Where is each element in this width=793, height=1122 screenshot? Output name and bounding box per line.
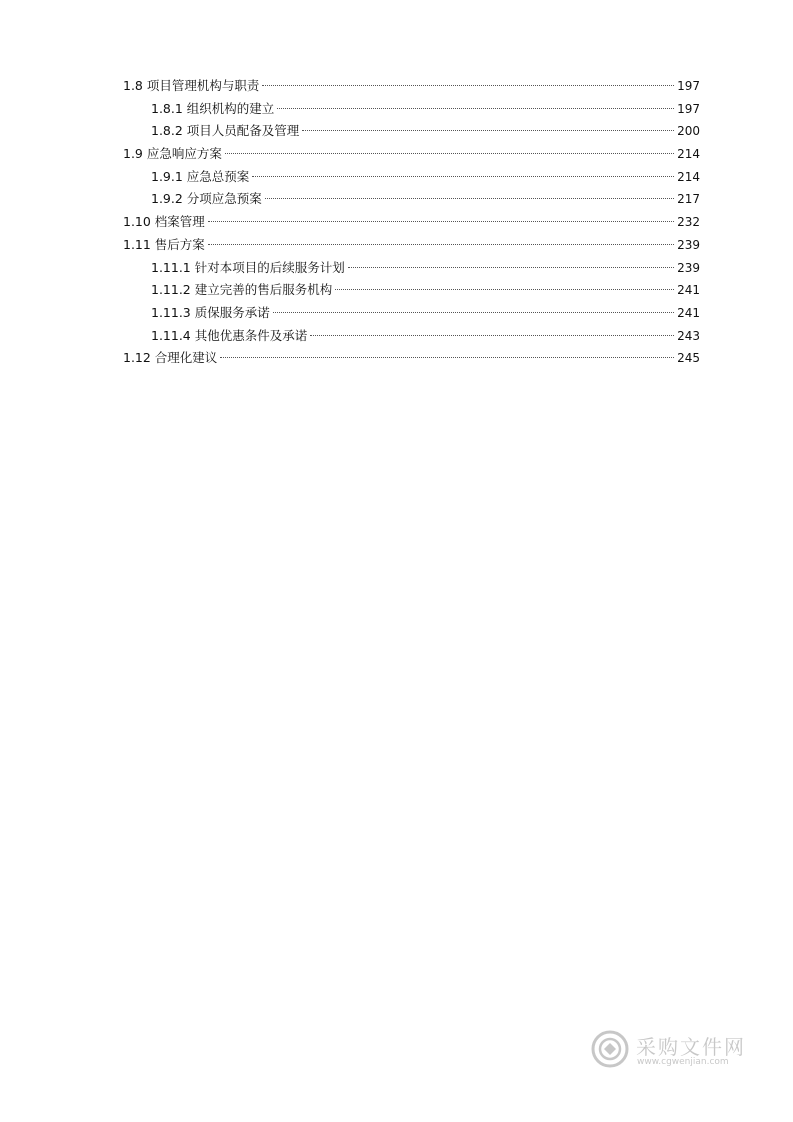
toc-page-number: 239 (677, 237, 700, 252)
toc-dot-leader (252, 176, 674, 177)
toc-entry-1-11[interactable] (123, 234, 700, 257)
toc-entry-1-8-1[interactable] (123, 98, 700, 121)
toc-page-number: 214 (677, 169, 700, 184)
toc-dot-leader (265, 198, 674, 199)
watermark (590, 1027, 750, 1077)
toc-dot-leader (262, 85, 674, 86)
toc-page-number: 232 (677, 215, 700, 230)
toc-entry-label: 1.11.2 建立完善的售后服务机构 (151, 282, 333, 298)
toc-entry-label: 1.8.2 项目人员配备及管理 (151, 123, 300, 139)
watermark-site-name: 采购文件网 (636, 1035, 746, 1059)
toc-entry-1-8[interactable] (123, 75, 700, 98)
table-of-contents (123, 75, 700, 370)
toc-entry-label: 1.9.1 应急总预案 (151, 168, 250, 184)
toc-dot-leader (225, 153, 674, 154)
toc-dot-leader (208, 221, 674, 222)
toc-entry-1-11-2[interactable] (123, 279, 700, 302)
toc-page-number: 214 (677, 147, 700, 162)
toc-entry-label: 1.8.1 组织机构的建立 (151, 100, 275, 116)
toc-dot-leader (335, 289, 674, 290)
toc-dot-leader (310, 335, 674, 336)
cgwenjian-logo-icon (590, 1029, 630, 1069)
toc-entry-1-8-2[interactable] (123, 120, 700, 143)
toc-entry-label: 1.10 档案管理 (123, 214, 205, 230)
toc-dot-leader (277, 108, 674, 109)
toc-page-number: 239 (677, 260, 700, 275)
toc-page-number: 200 (677, 124, 700, 139)
toc-entry-1-11-3[interactable] (123, 302, 700, 325)
toc-entry-1-10[interactable] (123, 211, 700, 234)
toc-dot-leader (208, 244, 674, 245)
toc-entry-1-11-4[interactable] (123, 325, 700, 348)
toc-entry-label: 1.9.2 分项应急预案 (151, 191, 262, 207)
watermark-url: www.cgwenjian.com (637, 1057, 729, 1067)
toc-dot-leader (273, 312, 674, 313)
toc-entry-1-11-1[interactable] (123, 257, 700, 280)
toc-entry-1-9[interactable] (123, 143, 700, 166)
toc-page-number: 245 (677, 351, 700, 366)
toc-entry-label: 1.11.3 质保服务承诺 (151, 304, 270, 320)
toc-page-number: 197 (677, 101, 700, 116)
toc-entry-1-12[interactable] (123, 347, 700, 370)
toc-entry-label: 1.9 应急响应方案 (123, 146, 222, 162)
toc-entry-label: 1.11 售后方案 (123, 236, 205, 252)
toc-page-number: 241 (677, 305, 700, 320)
toc-dot-leader (220, 357, 674, 358)
toc-page-number: 217 (677, 192, 700, 207)
toc-entry-1-9-1[interactable] (123, 166, 700, 189)
toc-dot-leader (302, 130, 674, 131)
toc-page-number: 197 (677, 79, 700, 93)
toc-page-number: 243 (677, 328, 700, 343)
toc-entry-label: 1.12 合理化建议 (123, 350, 218, 366)
toc-dot-leader (348, 267, 674, 268)
toc-entry-label: 1.11.1 针对本项目的后续服务计划 (151, 259, 345, 275)
toc-entry-label: 1.8 项目管理机构与职责 (123, 78, 260, 93)
toc-entry-label: 1.11.4 其他优惠条件及承诺 (151, 327, 308, 343)
toc-page-number: 241 (677, 283, 700, 298)
toc-entry-1-9-2[interactable] (123, 188, 700, 211)
